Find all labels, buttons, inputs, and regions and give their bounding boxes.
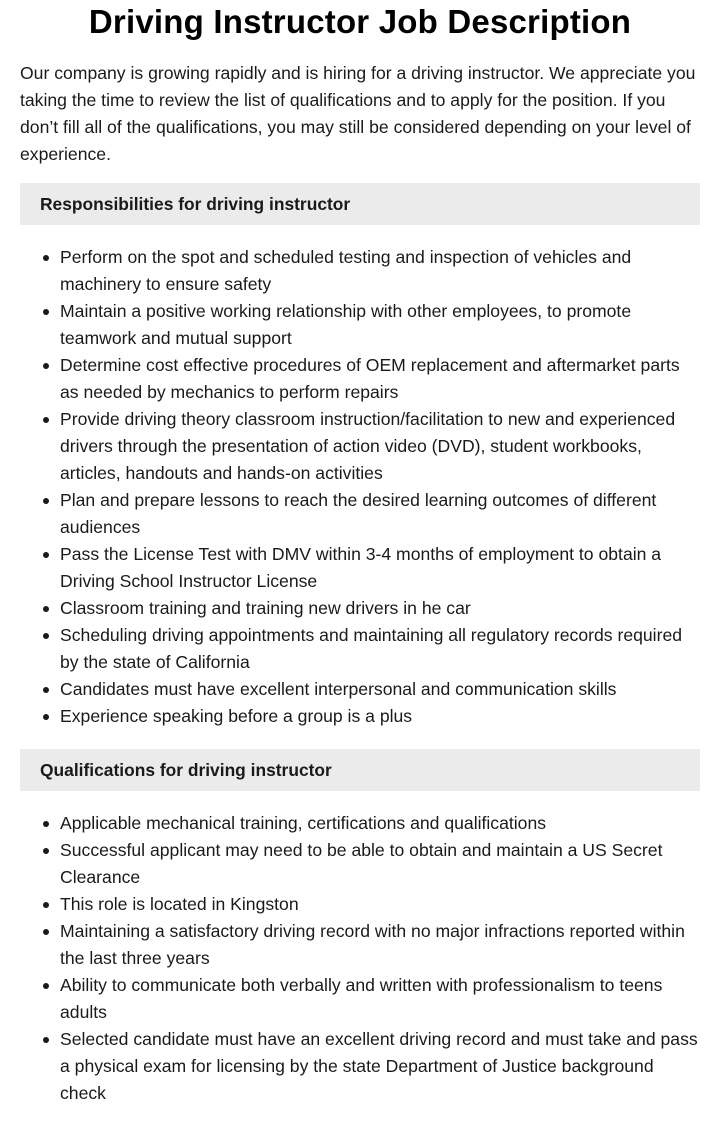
bullet-icon xyxy=(43,255,49,261)
list-item-text: Provide driving theory classroom instruction/facilitation to new and experienced drivers through the presentation of action video (DVD), student workbooks, articles, handouts and hands-on activities xyxy=(60,409,676,483)
list-item xyxy=(60,487,700,541)
list-item xyxy=(60,244,700,298)
list-item-text: Maintaining a satisfactory driving record with no major infractions reported within the last three years xyxy=(60,921,685,968)
list-item-text: Plan and prepare lessons to reach the desired learning outcomes of different audiences xyxy=(60,490,657,537)
list-item-text: This role is located in Kingston xyxy=(60,894,299,914)
bullet-icon xyxy=(43,498,49,504)
list-item xyxy=(60,703,700,730)
list-item xyxy=(60,406,700,487)
bullet-icon xyxy=(43,848,49,854)
qualifications-list xyxy=(20,810,700,1107)
list-item-text: Scheduling driving appointments and maintaining all regulatory records required by the state of California xyxy=(60,625,683,672)
list-item-text: Applicable mechanical training, certifications and qualifications xyxy=(60,813,547,833)
list-item xyxy=(60,541,700,595)
list-item xyxy=(60,972,700,1026)
list-item-text: Pass the License Test with DMV within 3-4 months of employment to obtain a Driving School Instructor License xyxy=(60,544,662,591)
bullet-icon xyxy=(43,902,49,908)
list-item-text: Successful applicant may need to be able to obtain and maintain a US Secret Clearance xyxy=(60,840,663,887)
list-item xyxy=(60,918,700,972)
list-item xyxy=(60,595,700,622)
responsibilities-list xyxy=(20,244,700,730)
bullet-icon xyxy=(43,983,49,989)
responsibilities-heading: Responsibilities for driving instructor xyxy=(20,183,700,225)
bullet-icon xyxy=(43,633,49,639)
bullet-icon xyxy=(43,363,49,369)
list-item xyxy=(60,298,700,352)
list-item-text: Perform on the spot and scheduled testing and inspection of vehicles and machinery to ensure safety xyxy=(60,247,632,294)
list-item xyxy=(60,891,700,918)
qualifications-heading: Qualifications for driving instructor xyxy=(20,749,700,791)
bullet-icon xyxy=(43,821,49,827)
list-item xyxy=(60,810,700,837)
list-item xyxy=(60,1026,700,1107)
bullet-icon xyxy=(43,606,49,612)
list-item xyxy=(60,622,700,676)
list-item xyxy=(60,352,700,406)
bullet-icon xyxy=(43,552,49,558)
bullet-icon xyxy=(43,1037,49,1043)
bullet-icon xyxy=(43,687,49,693)
bullet-icon xyxy=(43,417,49,423)
list-item-text: Ability to communicate both verbally and written with professionalism to teens adults xyxy=(60,975,663,1022)
list-item-text: Classroom training and training new drivers in he car xyxy=(60,598,471,618)
bullet-icon xyxy=(43,309,49,315)
bullet-icon xyxy=(43,929,49,935)
list-item-text: Selected candidate must have an excellent driving record and must take and pass a physical exam for licensing by the state Department of Justice background check xyxy=(60,1029,698,1103)
bullet-icon xyxy=(43,714,49,720)
page-title: Driving Instructor Job Description xyxy=(88,3,632,40)
list-item-text: Experience speaking before a group is a plus xyxy=(60,706,413,726)
list-item xyxy=(60,676,700,703)
intro-paragraph: Our company is growing rapidly and is hiring for a driving instructor. We appreciate you taking the time to review the list of qualifications and to apply for the position. If you don’t fill all of the qualifications, you may still be considered depending on your level of experience. xyxy=(20,63,696,164)
list-item-text: Candidates must have excellent interpersonal and communication skills xyxy=(60,679,617,699)
list-item-text: Determine cost effective procedures of OEM replacement and aftermarket parts as needed by mechanics to perform repairs xyxy=(60,355,680,402)
list-item-text: Maintain a positive working relationship with other employees, to promote teamwork and mutual support xyxy=(60,301,632,348)
list-item xyxy=(60,837,700,891)
